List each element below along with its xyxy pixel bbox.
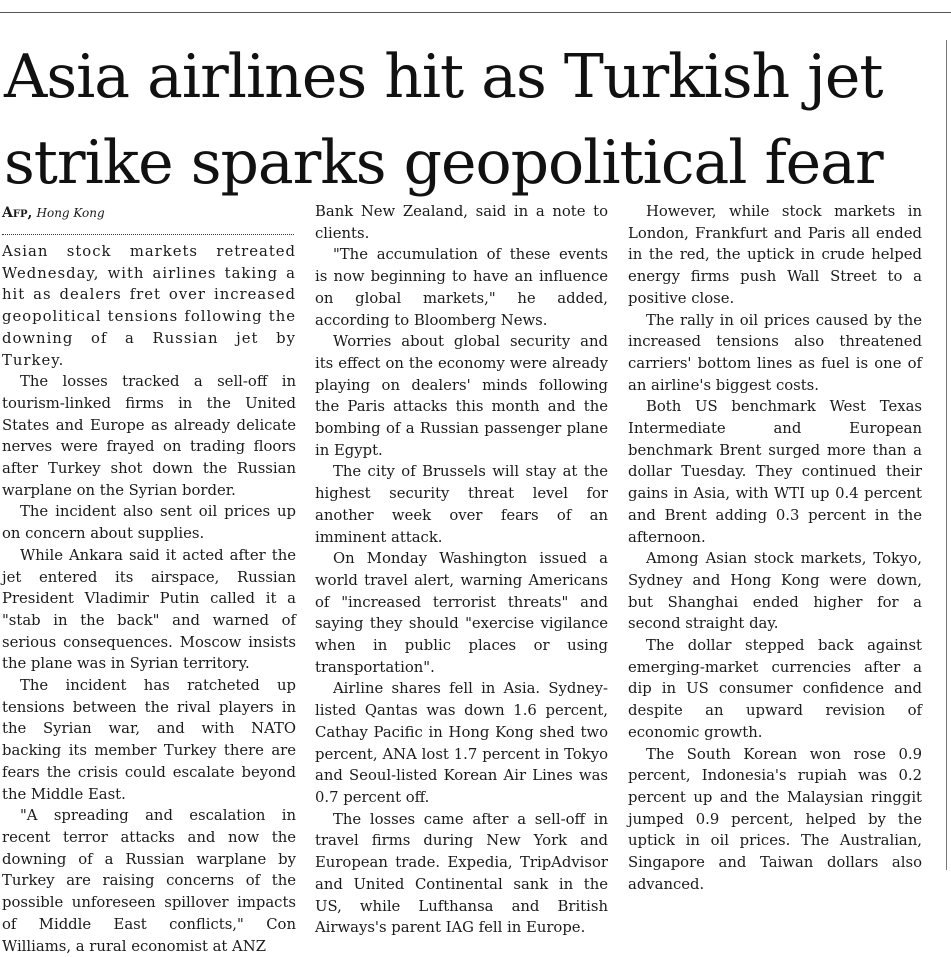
byline [2, 201, 296, 226]
paragraph: Among Asian stock markets, Tokyo, Sydney and Hong Kong were down, but Shanghai ended higher for a second straight day. [628, 550, 922, 633]
paragraph: The losses tracked a sell-off in tourism-linked firms in the United States and Europe as already delicate nerves were frayed on trading floors after Turkey shot down the Russian warplane on the Syrian border. [2, 373, 296, 499]
headline-line-1: Asia airlines hit as Turkish jet [4, 42, 883, 112]
paragraph: Bank New Zealand, said in a note to clients. [315, 203, 608, 242]
paragraph: "The accumulation of these events is now beginning to have an influence on global markets," he added, according to Bloomberg News. [315, 246, 608, 329]
article-column-1 [2, 201, 296, 957]
paragraph: "A spreading and escalation in recent terror attacks and now the downing of a Russian warplane by Turkey are raising concerns of the possible unforeseen spillover impacts of Middle East conflicts," Con Williams, a rural economist at ANZ [2, 807, 296, 955]
paragraph: The incident also sent oil prices up on concern about supplies. [2, 503, 296, 543]
article-column-3 [628, 201, 922, 896]
article-column-2 [315, 201, 608, 939]
byline-place: Hong Kong [36, 206, 105, 220]
headline-line-2: strike sparks geopolitical fear [4, 128, 883, 198]
byline-divider [2, 226, 294, 235]
right-column-rule [946, 40, 947, 870]
top-rule [0, 12, 951, 13]
paragraph: On Monday Washington issued a world travel alert, warning Americans of "increased terrorist threats" and saying they should "exercise vigilance when in public places or using transportation". [315, 550, 608, 676]
paragraph: However, while stock markets in London, Frankfurt and Paris all ended in the red, the uptick in crude helped energy firms push Wall Street to a positive close. [628, 203, 922, 307]
paragraph: While Ankara said it acted after the jet entered its airspace, Russian President Vladimir Putin called it a "stab in the back" and warned of serious consequences. Moscow insists the plane was in Syrian territory. [2, 546, 296, 673]
paragraph: Airline shares fell in Asia. Sydney-listed Qantas was down 1.6 percent, Cathay Pacific in Hong Kong shed two percent, ANA lost 1.7 percent in Tokyo and Seoul-listed Korean Air Lines was 0.7 percent off. [315, 680, 608, 806]
paragraph: The rally in oil prices caused by the increased tensions also threatened carriers' bottom lines as fuel is one of an airline's biggest costs. [628, 311, 922, 394]
byline-agency: Afp, [2, 205, 33, 221]
paragraph: The incident has ratcheted up tensions between the rival players in the Syrian war, and with NATO backing its member Turkey there are fears the crisis could escalate beyond the Middle East. [2, 677, 296, 803]
paragraph: The dollar stepped back against emerging-market currencies after a dip in US consumer confidence and despite an upward revision of economic growth. [628, 637, 922, 741]
paragraph: Both US benchmark West Texas Intermediate and European benchmark Brent surged more than a dollar Tuesday. They continued their gains in Asia, with WTI up 0.4 percent and Brent adding 0.3 percent in the afternoon. [628, 398, 922, 546]
paragraph: The city of Brussels will stay at the highest security threat level for another week over fears of an imminent attack. [315, 463, 608, 546]
paragraph: Worries about global security and its effect on the economy were already playing on dealers' minds following the Paris attacks this month and the bombing of a Russian passenger plane in Egypt. [315, 333, 608, 459]
paragraph: The South Korean won rose 0.9 percent, Indonesia's rupiah was 0.2 percent up and the Malaysian ringgit jumped 0.9 percent, helped by the uptick in oil prices. The Australian, Singapore and Taiwan dollars also advanced. [628, 745, 922, 893]
paragraph: Asian stock markets retreated Wednesday, with airlines taking a hit as dealers fret over increased geopolitical tensions following the downing of a Russian jet by Turkey. [2, 243, 296, 369]
headline [4, 34, 944, 206]
paragraph: The losses came after a sell-off in travel firms during New York and European trade. Expedia, TripAdvisor and United Continental sank in the US, while Lufthansa and British Airways's parent IAG fell in Europe. [315, 810, 608, 937]
